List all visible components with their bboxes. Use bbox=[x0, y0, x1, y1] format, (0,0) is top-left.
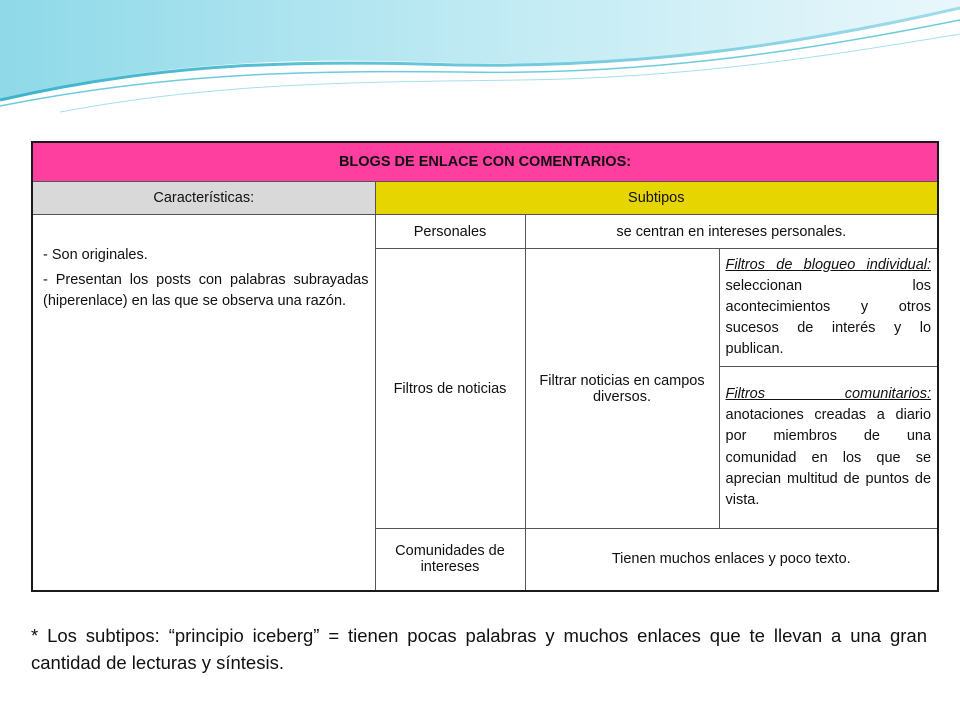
blogs-table bbox=[31, 141, 939, 592]
characteristic-2: - Presentan los posts con palabras subrayadas (hiperenlace) en las que se observa una razón. bbox=[43, 272, 369, 310]
filtros-individual-label: Filtros de blogueo individual: bbox=[725, 256, 932, 273]
header-subtypes: Subtipos bbox=[375, 182, 938, 215]
header-characteristics: Características: bbox=[32, 182, 375, 215]
filtros-comunitarios-text: anotaciones creadas a diario por miembros de una comunidad en los que se aprecian multitud de puntos de vista. bbox=[725, 407, 932, 508]
subtype-personales-description: se centran en intereses personales. bbox=[525, 215, 938, 249]
subtype-comunidades: Comunidades de intereses bbox=[375, 529, 525, 591]
characteristic-1: - Son originales. bbox=[43, 247, 148, 263]
filtros-individual-cell bbox=[719, 249, 938, 367]
filtros-comunitarios-cell bbox=[719, 367, 938, 529]
table-title: BLOGS DE ENLACE CON COMENTARIOS: bbox=[32, 142, 938, 182]
characteristics-cell bbox=[32, 215, 375, 591]
subtype-comunidades-description: Tienen muchos enlaces y poco texto. bbox=[525, 529, 938, 591]
decorative-wave-banner bbox=[0, 0, 960, 120]
footnote: * Los subtipos: “principio iceberg” = tienen pocas palabras y muchos enlaces que te llevan a una gran cantidad de lecturas y síntesis. bbox=[31, 625, 927, 673]
subtype-filtros: Filtros de noticias bbox=[375, 249, 525, 529]
subtype-personales: Personales bbox=[375, 215, 525, 249]
filtros-comunitarios-label: Filtros comunitarios: bbox=[725, 386, 932, 403]
subtype-filtros-description: Filtrar noticias en campos diversos. bbox=[525, 249, 719, 529]
filtros-individual-text: seleccionan los acontecimientos y otros sucesos de interés y lo publican. bbox=[725, 277, 932, 358]
